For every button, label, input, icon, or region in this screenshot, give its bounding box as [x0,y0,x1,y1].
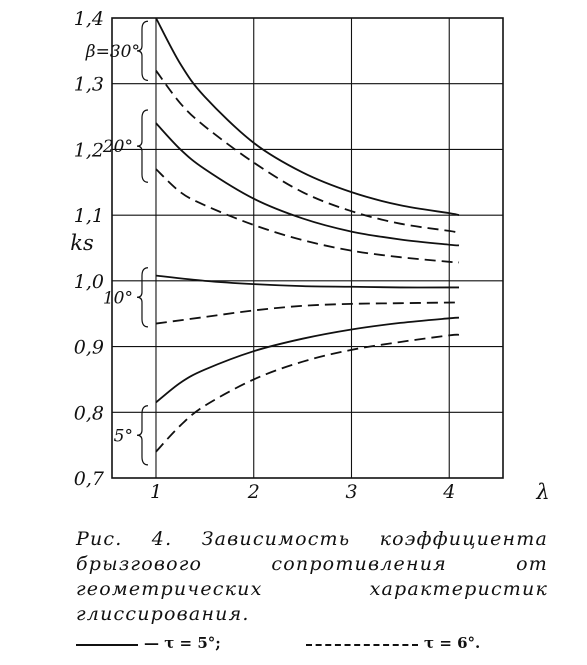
legend-dashed-label: τ = 6°. [424,634,481,652]
y-tick-label: 0,7 [73,468,104,490]
x-tick-label: 2 [247,481,260,500]
group-brace [137,110,148,182]
x-axis-label: λ [536,480,550,500]
x-tick-label: 4 [443,481,456,500]
series-line-dashed [156,302,459,323]
y-tick-label: 1,0 [73,270,104,293]
x-tick-label: 3 [345,481,358,500]
series-line-dashed [156,335,459,452]
group-brace [137,406,148,465]
group-label: 20° [102,137,133,158]
x-tick-label: 1 [149,481,163,500]
legend-solid-line [76,644,138,646]
series-line-solid [156,123,459,245]
y-axis-label: ks [70,231,94,255]
y-tick-label: 0,8 [73,402,104,425]
plot-frame [112,18,503,478]
figure-caption: Рис. 4. Зависимость коэффициента брызгового сопротивления от геометрических характеристик глиссирования. [76,528,548,625]
y-tick-label: 0,9 [73,336,104,359]
legend-dashed-line [306,644,418,646]
y-tick-label: 1,2 [73,139,104,162]
y-tick-label: 1,3 [73,73,104,96]
group-label: 5° [113,426,133,447]
series-line-solid [156,276,459,288]
legend-solid-label: — τ = 5°; [144,634,221,652]
group-brace [137,268,148,327]
group-label: β=30° [85,41,140,62]
series-line-solid [156,18,459,215]
legend [76,632,556,658]
y-tick-label: 1,4 [73,8,104,30]
y-tick-label: 1,1 [73,205,104,228]
group-label: 10° [102,288,133,309]
series-line-dashed [156,169,459,262]
